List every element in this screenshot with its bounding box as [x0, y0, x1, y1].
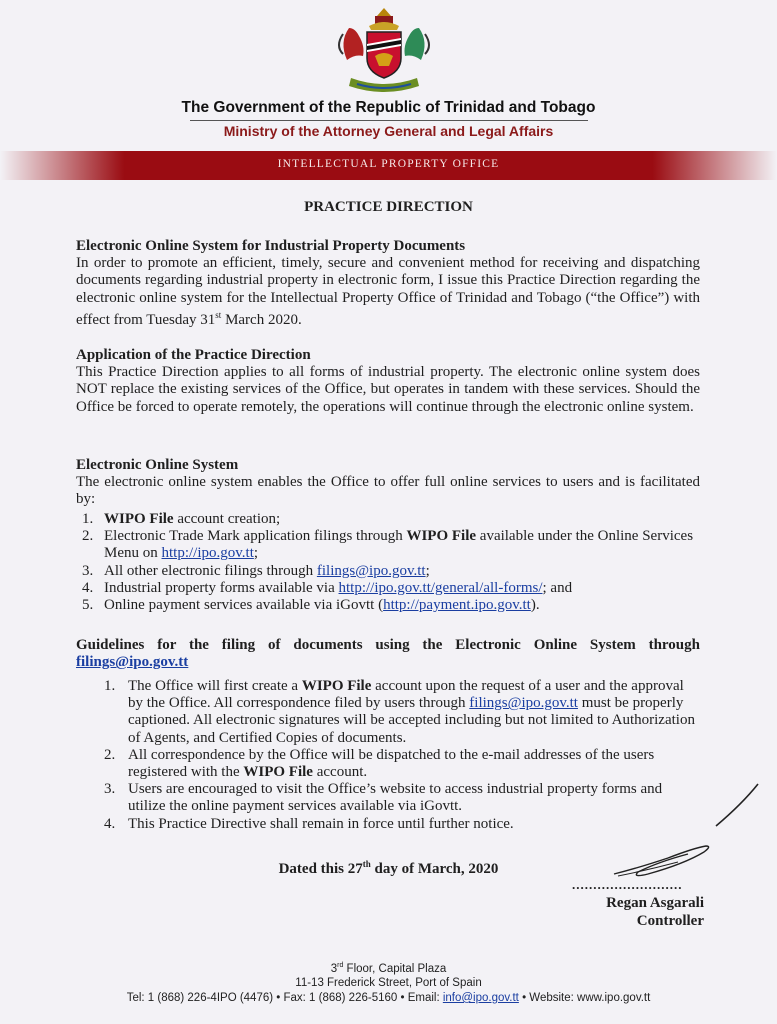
section-application	[76, 347, 700, 416]
filings-email-link[interactable]: filings@ipo.gov.tt	[76, 654, 189, 671]
section-heading: Electronic Online System	[76, 457, 239, 473]
pen-stroke-mark	[712, 780, 762, 830]
section-guidelines	[76, 637, 700, 671]
footer-contact-line: Tel: 1 (868) 226-4IPO (4476) • Fax: 1 (868) 226-5160 • Email: info@ipo.gov.tt • Website: www.ipo.gov.tt	[126, 992, 651, 1004]
ipo-website-link[interactable]: http://ipo.gov.tt	[161, 545, 254, 562]
list-item: 5. Online payment services available via iGovtt (http://payment.ipo.gov.tt).	[82, 597, 540, 614]
section-electronic-online-system	[76, 457, 700, 509]
section-body: In order to promote an efficient, timely, secure and convenient method for receiving and dispatching documents regarding industrial property in electronic form, I issue this Practice Direction regarding the electronic online system for the Intellectual Property Office of Trinidad and Tobago (“the Office”) with effect from Tuesday 31st March 2020.	[76, 255, 700, 328]
page-title: PRACTICE DIRECTION	[304, 199, 473, 215]
dated-line: Dated this 27th day of March, 2020	[278, 859, 499, 877]
footer-address-line1: 3rd Floor, Capital Plaza	[330, 962, 447, 975]
coat-of-arms-emblem	[329, 6, 439, 96]
list-item: 2. Electronic Trade Mark application filings through WIPO File available under the Online Services Menu on http://ipo.gov.tt;	[82, 528, 694, 562]
list-item: 1. WIPO File account creation;	[82, 511, 281, 527]
payment-link[interactable]: http://payment.ipo.gov.tt	[383, 597, 531, 614]
section-body: This Practice Direction applies to all forms of industrial property. The electronic online system does NOT replace the existing services of the Office, but operates in tandem with these services. Should the Office be forced to operate remotely, the operations will continue through the electronic online system.	[76, 364, 700, 415]
signature-line: ..........................	[572, 877, 683, 892]
list-item: 4. This Practice Directive shall remain in force until further notice.	[104, 815, 514, 832]
footer-email-link[interactable]: info@ipo.gov.tt	[442, 992, 519, 1004]
filings-email-link[interactable]: filings@ipo.gov.tt	[316, 562, 426, 579]
section-intro: The electronic online system enables the Office to offer full online services to users and is facilitated by:	[76, 474, 700, 508]
header-divider	[190, 120, 588, 121]
ministry-title: Ministry of the Attorney General and Legal Affairs	[223, 123, 554, 139]
filings-email-link[interactable]: filings@ipo.gov.tt	[469, 695, 578, 712]
office-banner-label: INTELLECTUAL PROPERTY OFFICE	[277, 158, 500, 170]
signatory-block	[570, 894, 704, 930]
list-item: 4. Industrial property forms available via http://ipo.gov.tt/general/all-forms/; and	[82, 579, 573, 596]
list-item: 3. All other electronic filings through filings@ipo.gov.tt;	[82, 562, 430, 579]
section-heading: Electronic Online System for Industrial Property Documents	[76, 238, 466, 254]
all-forms-link[interactable]: http://ipo.gov.tt/general/all-forms/	[338, 579, 543, 596]
list-item: 2. All correspondence by the Office will be dispatched to the e-mail addresses of the users registered with the WIPO File account.	[104, 746, 655, 781]
footer-address-line2: 11-13 Frederick Street, Port of Spain	[295, 977, 482, 989]
guidelines-list	[104, 678, 702, 833]
government-title: The Government of the Republic of Trinidad and Tobago	[181, 99, 596, 116]
list-item: 1. The Office will first create a WIPO File account upon the request of a user and the approval by the Office. All correspondence filed by users through filings@ipo.gov.tt must be properly captioned. All electronic signatures will be accepted including but not limited to Authorization of Agents, and Certified Copies of documents.	[104, 678, 695, 746]
facilities-list	[82, 511, 700, 614]
section-heading: Guidelines for the filing of documents using the Electronic Online System through filings@ipo.gov.tt	[76, 637, 700, 671]
signatory-name: Regan Asgarali	[606, 895, 704, 911]
section-electronic-online-documents	[76, 238, 700, 329]
signatory-title: Controller	[636, 913, 704, 929]
list-item: 3. Users are encouraged to visit the Office’s website to access industrial property forms and utilize the online payment services available via iGovtt.	[104, 781, 663, 815]
section-heading: Application of the Practice Direction	[76, 347, 311, 363]
handwritten-signature	[608, 840, 716, 882]
